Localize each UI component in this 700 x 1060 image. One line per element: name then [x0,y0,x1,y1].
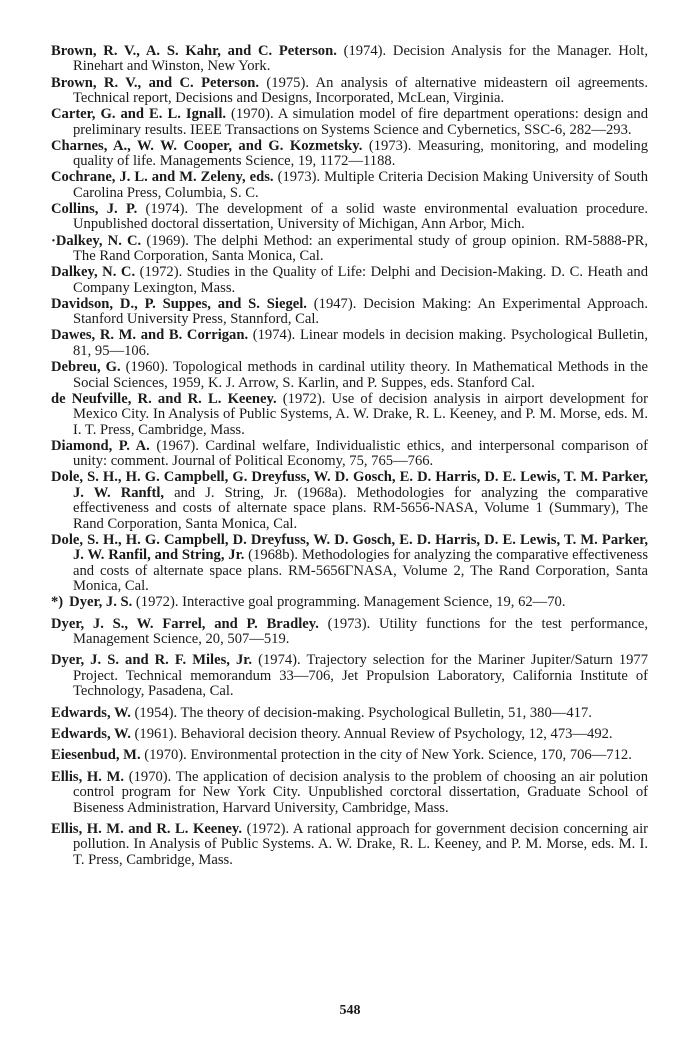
reference-authors: Edwards, W. [51,704,131,721]
reference-details: (1972). Use of decision analysis in airport development for Mexico City. In Analysis of Public Systems, A. W. Drake, R. L. Keeney, and P. M. Morse, eds. M. I. T. Press, Cambridge, Mass. [73,390,649,438]
reference-authors: Ellis, H. M. [51,768,125,785]
reference-details: (1970). The application of decision analysis to the problem of choosing an air polution control program for New York City. Unpublished corctoral dissertation, Graduate School of Biseness Administration, Harvard University, Cambridge, Mass. [73,768,648,816]
reference-authors: Debreu, G. [51,359,121,376]
reference-authors: Ellis, H. M. and R. L. Keeney. [51,821,243,838]
reference-authors: Dawes, R. M. and B. Corrigan. [51,327,249,344]
reference-details: (1975). An analysis of alternative mideastern oil agreements. Technical report, Decisions and Designs, Incorporated, McLean, Virginia. [73,74,648,107]
reference-authors: Edwards, W. [51,726,131,743]
reference-entry [51,297,648,328]
reference-authors: de Neufville, R. and R. L. Keeney. [51,390,277,407]
reference-entry [51,617,648,648]
reference-authors: Eiesenbud, M. [51,747,141,764]
reference-entry [51,439,648,470]
reference-authors: Dole, S. H., H. G. Campbell, D. Dreyfuss, W. D. Gosch, E. D. Harris, D. E. Lewis, T. M. Parker, J. W. Ranfil, and String, Jr. [51,531,648,564]
reference-authors: Charnes, A., W. W. Cooper, and G. Kozmetsky. [51,137,363,154]
reference-entry [51,727,648,742]
reference-entry [51,822,648,868]
reference-entry [51,44,648,75]
reference-authors: ·Dalkey, N. C. [51,232,142,249]
reference-entry [51,328,648,359]
reference-details: (1961). Behavioral decision theory. Annual Review of Psychology, 12, 473—492. [130,726,613,743]
reference-entry [51,533,648,595]
reference-list [51,44,648,868]
reference-entry [51,706,648,721]
reference-details: (1972). A rational approach for government decision concerning air pollution. In Analysis of Public Systems. A. W. Drake, R. L. Keeney, and P. M. Morse, eds. M. I. T. Press, Cambridge, Mass. [73,821,648,868]
reference-details: (1954). The theory of decision-making. Psychological Bulletin, 51, 380—417. [130,704,592,721]
reference-details: (1947). Decision Making: An Experimental Approach. Stanford University Press, Stannford, Cal. [73,295,648,328]
reference-authors: Dalkey, N. C. [51,264,136,281]
reference-details: (1972). Studies in the Quality of Life: Delphi and Decision-Making. D. C. Heath and Company Lexington, Mass. [73,264,648,296]
reference-entry [51,653,648,699]
reference-authors: Brown, R. V., A. S. Kahr, and C. Peterson. [51,43,337,59]
reference-authors: Dole, S. H., H. G. Campbell, G. Dreyfuss, W. D. Gosch, E. D. Harris, D. E. Lewis, T. M. Parker, J. W. Ranftl, [51,469,648,501]
footnote-marker: *) [51,594,64,611]
reference-entry [51,470,648,532]
reference-details: (1973). Multiple Criteria Decision Making University of South Carolina Press, Columbia, S. C. [73,169,649,201]
reference-details: (1974). Trajectory selection for the Mariner Jupiter/Saturn 1977 Project. Technical memorandum 33—706, Jet Propulsion Laboratory, California Institute of Technology, Pasadena, Cal. [73,652,649,700]
reference-details: (1970). Environmental protection in the city of New York. Science, 170, 706—712. [140,747,632,764]
reference-details: (1974). Linear models in decision making. Psychological Bulletin, 81, 95—106. [73,327,649,359]
reference-details: (1974). Decision Analysis for the Manager. Holt, Rinehart and Winston, New York. [73,43,648,75]
reference-entry [51,202,648,233]
reference-authors: Brown, R. V., and C. Peterson. [51,74,260,91]
reference-entry [51,595,648,610]
reference-authors: Davidson, D., P. Suppes, and S. Siegel. [51,295,307,312]
reference-authors: Dyer, J. S., W. Farrel, and P. Bradley. [51,615,319,632]
reference-entry [51,170,648,201]
reference-authors: Cochrane, J. L. and M. Zeleny, eds. [51,169,274,186]
reference-entry [51,265,648,296]
reference-authors: Dyer, J. S. and R. F. Miles, Jr. [51,652,253,669]
reference-details: and J. String, Jr. (1968a). Methodologies for analyzing the comparative effectiveness and costs of alternate space plans. RM-5656-NASA, Volume 1 (Summary), The Rand Corporation, Santa Monica, Cal. [73,484,648,532]
reference-details: (1969). The delphi Method: an experimental study of group opinion. RM-5888-PR, The Rand Corporation, Santa Monica, Cal. [73,232,648,265]
reference-details: (1973). Utility functions for the test performance, Management Science, 20, 507—519. [73,615,648,647]
reference-authors: Dyer, J. S. [69,594,133,611]
reference-authors: Carter, G. and E. L. Ignall. [51,106,227,123]
reference-details: (1968b). Methodologies for analyzing the comparative effectiveness and costs of alternate space plans. RM-5656ГNASA, Volume 2, The Rand Corporation, Santa Monica, Cal. [73,547,648,594]
reference-entry [51,107,648,138]
reference-details: (1972). Interactive goal programming. Management Science, 19, 62—70. [132,594,566,611]
reference-entry [51,770,648,816]
reference-authors: Collins, J. P. [51,201,138,218]
reference-details: (1960). Topological methods in cardinal utility theory. In Mathematical Methods in the Social Sciences, 1959, K. J. Arrow, S. Karlin, and P. Suppes, eds. Stanford Cal. [73,359,648,391]
reference-details: (1970). A simulation model of fire department operations: design and preliminary results. IEEE Transactions on Systems Science and Cybernetics, SSC-6, 282—293. [73,106,648,138]
reference-entry [51,360,648,391]
reference-entry [51,234,648,265]
reference-entry [51,392,648,438]
reference-details: (1973). Measuring, monitoring, and modeling quality of life. Managements Science, 19, 1172—1188. [73,137,648,170]
reference-details: (1967). Cardinal welfare, Individualistic ethics, and interpersonal comparison of unity: comment. Journal of Political Economy, 75, 765—766. [73,437,648,470]
reference-authors: Diamond, P. A. [51,437,150,454]
reference-details: (1974). The development of a solid waste environmental evaluation procedure. Unpublished doctoral dissertation, University of Michigan, Ann Arbor, Mich. [73,201,648,233]
page-number: 548 [339,1003,361,1018]
reference-entry [51,76,648,107]
reference-entry [51,748,648,763]
reference-entry [51,139,648,170]
